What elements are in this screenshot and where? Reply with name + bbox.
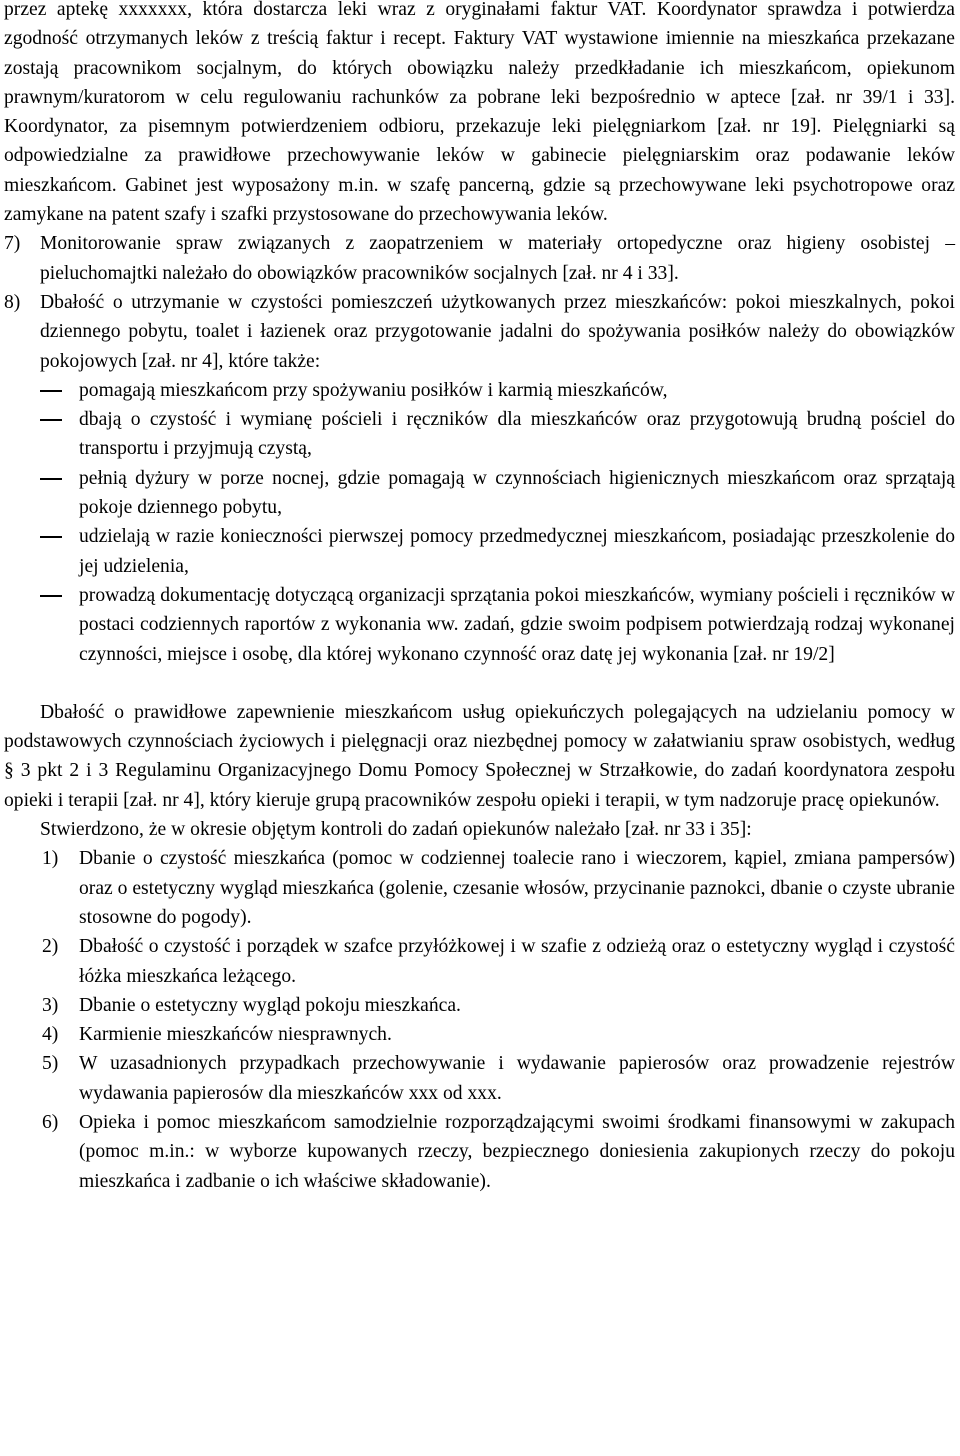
dash-item-text: dbają o czystość i wymianę pościeli i ręczników dla mieszkańców oraz przygotowują brudną pościel do transportu i przyjmują czystą, [79,409,955,460]
list-item-6 [4,1108,955,1196]
list-item-text: W uzasadnionych przypadkach przechowywanie i wydawanie papierosów oraz prowadzenie rejestrów wydawania papierosów dla mieszkańców xxx od xxx. [79,1053,955,1104]
list-number: 5) [42,1053,59,1075]
list-number: 7) [4,233,21,255]
list-item-text: Dbanie o czystość mieszkańca (pomoc w codziennej toalecie rano i wieczorem, kąpiel, zmiana pampersów) oraz o estetyczny wygląd mieszkańca (golenie, czesanie włosów, przycinanie paznokci, dbanie o czyste ubranie stosowne do pogody). [79,848,955,928]
care-paragraph: Dbałość o prawidłowe zapewnienie mieszkańcom usług opiekuńczych polegających na udzielaniu pomocy w podstawowych czynnościach życiowych i pielęgnacji oraz niezbędnej pomocy w załatwianiu spraw osobistych, według § 3 pkt 2 i 3 Regulaminu Organizacyjnego Domu Pomocy Społecznej w Strzałkowie, do zadań koordynatora zespołu opieki i terapii [zał. nr 4], który kieruje grupą pracowników zespołu opieki i terapii, w tym nadzoruje pracę opiekunów. [4,701,955,811]
list-item-text: Dbałość o utrzymanie w czystości pomieszczeń użytkowanych przez mieszkańców: pokoi mieszkalnych, pokoi dziennego pobytu, toalet i łazienek oraz przygotowanie jadalni do spożywania posiłków należy do obowiązków pokojowych [zał. nr 4], które także: [40,291,955,372]
dash-list-item [4,405,955,464]
list-item-8 [4,288,955,376]
list-item-text: Karmienie mieszkańców niesprawnych. [79,1024,392,1046]
intro-paragraph [4,0,955,229]
list-number: 3) [42,994,59,1016]
paragraph-spacer [4,669,955,698]
intro-lead-text: przez aptekę xxxxxxx, która dostarcza leki wraz z oryginałami faktur VAT. Koordynator sprawdza i potwierdza zgodność otrzymanych leków z treścią faktur i recept. [4,0,955,50]
dash-item-text: prowadzą dokumentację dotyczącą organizacji sprzątania pokoi mieszkańców, wymiany pościeli i ręczników w postaci codziennych raportów z wykonania ww. zadań, gdzie swoim podpisem potwierdzają rodzaj wykonanej czynności, miejsce i osobę, dla której wykonano czynność oraz datę jej wykonania [zał. nr 19/2] [79,584,955,665]
list-number: 4) [42,1024,59,1046]
list-item-1 [4,844,955,932]
list-item-2 [4,932,955,991]
dash-list-item [4,581,955,669]
list-item-text: Dbałość o czystość i porządek w szafce przyłóżkowej i w szafie z odzieżą oraz o estetyczny wygląd i czystość łóżka mieszkańca leżącego. [79,936,955,987]
list-item-text: Dbanie o estetyczny wygląd pokoju mieszkańca. [79,994,461,1016]
dash-list-item [4,522,955,581]
list-number: 6) [42,1111,59,1133]
dash-item-text: pomagają mieszkańcom przy spożywaniu posiłków i karmią mieszkańców, [79,379,668,401]
dash-item-text: pełnią dyżury w porze nocnej, gdzie pomagają w czynnościach higienicznych mieszkańcom oraz sprzątają pokoje dziennego pobytu, [79,467,955,519]
list-item-text: Opieka i pomoc mieszkańcom samodzielnie rozporządzającymi swoimi środkami finansowymi w zakupach (pomoc m.in.: w wyborze kupowanych rzeczy, bezpiecznego doniesienia zakupionych rzeczy do pokoju mieszkańca i zadbanie o ich właściwe składowanie). [79,1111,955,1192]
list-item-text: Monitorowanie spraw związanych z zaopatrzeniem w materiały ortopedyczne oraz higieny osobistej – pieluchomajtki należało do obowiązków pracowników socjalnych [zał. nr 4 i 33]. [40,233,955,284]
intro-continuation-text: Faktury VAT wystawione imiennie na mieszkańca przekazane zostają pracownikom socjalnym, do których obowiązku należy przedkładanie ich mieszkańcom, opiekunom prawnym/kuratorom w celu regulowaniu rachunków za pobrane leki bezpośrednio w aptece [zał. nr 39/1 i 33]. Koordynator, za pisemnym potwierdzeniem odbioru, przekazuje leki pielęgniarkom [zał. nr 19]. Pielęgniarki są odpowiedzialne za prawidłowe przechowywanie leków w gabinecie pielęgniarskim oraz podawanie leków mieszkańcom. Gabinet jest wyposażony m.in. w szafę pancerną, gdzie są przechowywane leki psychotropowe oraz zamykane na patent szafy i szafki przystosowane do przechowywania leków. [4,28,955,226]
list-item-3 [4,991,955,1020]
dash-item-text: udzielają w razie konieczności pierwszej pomocy przedmedycznej mieszkańcom, posiadając przeszkolenie do jej udzielenia, [79,526,955,577]
list-number: 2) [42,936,59,958]
dash-list [4,376,955,669]
list-item-7 [4,229,955,288]
list-number: 8) [4,291,21,313]
list-item-5 [4,1049,955,1108]
list-number: 1) [42,848,59,870]
findings-paragraph: Stwierdzono, że w okresie objętym kontroli do zadań opiekunów należało [zał. nr 33 i 35]: [40,819,752,841]
list-item-4 [4,1020,955,1049]
dash-list-item [4,464,955,523]
dash-list-item [4,376,955,405]
